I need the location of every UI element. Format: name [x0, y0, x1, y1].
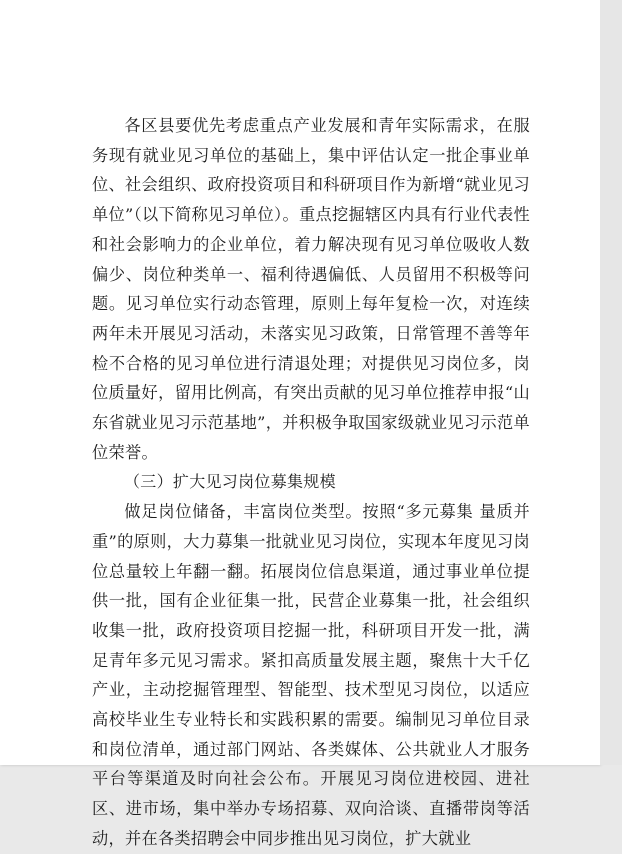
section-heading: （三）扩大见习岗位募集规模	[124, 472, 336, 492]
document-body	[92, 111, 530, 854]
viewer-gutter	[600, 0, 622, 765]
paragraph-expand-positions: 做足岗位储备，丰富岗位类型。按照“多元募集 量质并重”的原则，大力募集一批就业见习岗位，实现本年度见习岗位总量较上年翻一翻。拓展岗位信息渠道，通过事业单位提供一批，国有企业征集一批，民营企业募集一批，社会组织收集一批，政府投资项目挖掘一批，科研项目开发一批，满足青年多元见习需求。紧扣高质量发展主题，聚焦十大千亿产业，主动挖掘管理型、智能型、技术型见习岗位，以适应高校毕业生专业特长和实践积累的需要。编制见习单位目录和岗位清单，通过部门网站、各类媒体、公共就业人才服务平台等渠道及时向社会公布。开展见习岗位进校园、进社区、进市场，集中举办专场招募、双向洽谈、直播带岗等活动，并在各类招聘会中同步推出见习岗位，扩大就业	[92, 502, 530, 848]
paragraph-see-units: 各区县要优先考虑重点产业发展和青年实际需求，在服务现有就业见习单位的基础上，集中评估认定一批企事业单位、社会组织、政府投资项目和科研项目作为新增“就业见习单位”（以下简称见习单位）。重点挖掘辖区内具有行业代表性和社会影响力的企业单位，着力解决现有见习单位吸收人数偏少、岗位种类单一、福利待遇偏低、人员留用不积极等问题。见习单位实行动态管理，原则上每年复检一次，对连续两年未开展见习活动，未落实见习政策，日常管理不善等年检不合格的见习单位进行清退处理；对提供见习岗位多，岗位质量好，留用比例高，有突出贡献的见习单位推荐申报“山东省就业见习示范基地”，并积极争取国家级就业见习示范单位荣誉。	[92, 116, 530, 462]
